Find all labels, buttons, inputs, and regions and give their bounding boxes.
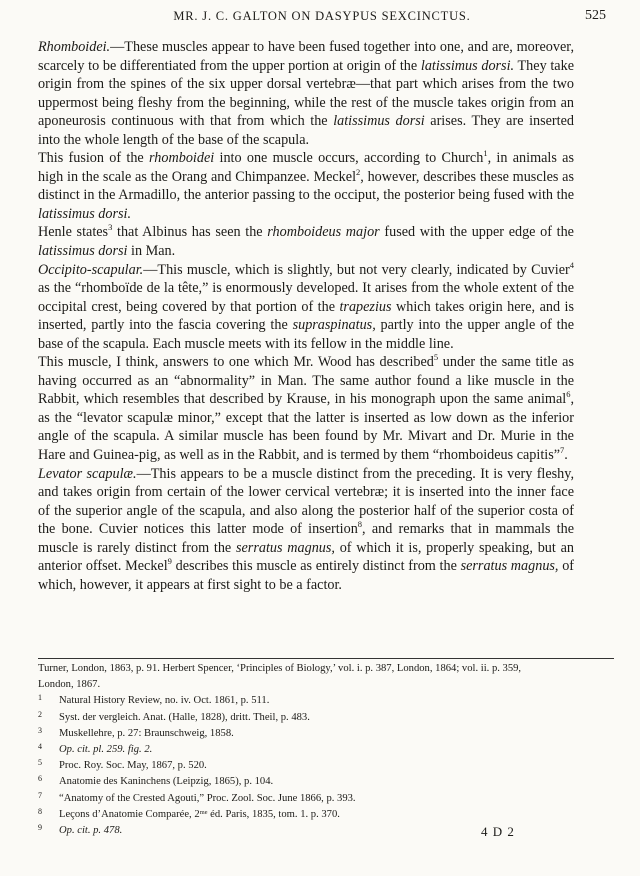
page-number: 525 — [585, 8, 606, 23]
text-run: under the same title as having occurred as an “abnormality” in Man. The same author found a like muscle in the Rabbit, which resembles that described by Krause, in his monograph upon the same animal — [38, 354, 574, 408]
footnote-item: 9 Op. cit. p. 478. — [38, 823, 123, 837]
italic-term: latissimus dorsi. — [420, 57, 515, 74]
text-run: , and remarks that in mammals the muscle is rarely distinct from the — [38, 521, 575, 556]
italic-term: latissimus dorsi — [333, 113, 425, 130]
footnote-rule — [38, 658, 614, 659]
text-run: This fusion of the — [38, 150, 150, 167]
text-run: , as the “levator scapulæ minor,” except that the latter is inserted as low down as the inferior angle of the scapula. A similar muscle has been found by Mr. Mivart and Dr. Murie in the Hare and Guinea-pig, as well as in the Rabbit, and is termed by them “rhomboideus capitis” — [38, 391, 574, 464]
footnote-text: Leçons d’Anatomie Comparée, 2ᵐᵉ éd. Paris, 1835, tom. 1. p. 370. — [59, 808, 340, 820]
text-run: that Albinus has seen the — [112, 224, 268, 241]
italic-term: serratus magnus, — [460, 558, 559, 575]
text-run: of which it is, properly speaking, but an anterior offset. Meckel — [38, 539, 574, 575]
footnote-text: Muskellehre, p. 27: Braunschweig, 1858. — [59, 727, 234, 739]
text-run: This muscle, I think, answers to one which Mr. Wood has described — [38, 354, 434, 371]
footnote-text: Anatomie des Kaninchens (Leipzig, 1865), p. 104. — [59, 776, 274, 788]
footnote-text: “Anatomy of the Crested Agouti,” Proc. Zool. Soc. June 1866, p. 393. — [59, 792, 356, 804]
text-run: fused with the upper edge of the — [379, 224, 574, 241]
footnote-item: 3 Muskellehre, p. 27: Braunschweig, 1858. — [38, 725, 234, 739]
footnote-item: 2 Syst. der vergleich. Anat. (Halle, 1828), dritt. Theil, p. 483. — [38, 709, 310, 723]
italic-term: rhomboidei — [149, 150, 215, 167]
text-run: —This appears to be a muscle distinct from the preceding. It is very fleshy, and takes origin from certain of the lower cervical vertebræ; it is inserted into the inner face of the superior angle of the scapula, and also along the posterior half of the superior costa of the bone. Cuvier notices this latter mode of insertion — [38, 465, 574, 538]
paragraph — [38, 38, 574, 149]
footnote-ref: 7 — [560, 445, 565, 456]
text-run: Henle states — [38, 224, 109, 241]
text-run: arises. They are inserted into the whole length of the base of the scapula. — [38, 113, 574, 148]
footnote-item: 1 Natural History Review, no. iv. Oct. 1861, p. 511. — [38, 693, 270, 707]
text-run: in Man. — [127, 243, 176, 260]
footnote-text: Op. cit. pl. 259. fig. 2. — [59, 744, 153, 756]
footnote-text: Op. cit. p. 478. — [59, 825, 123, 837]
footnote-ref: 1 — [483, 148, 488, 159]
text-run: of which, however, it appears at first sight to be a factor. — [38, 558, 575, 593]
paragraph — [38, 465, 574, 595]
footnote-ref: 2 — [356, 166, 361, 177]
footnote-text: Natural History Review, no. iv. Oct. 1861, p. 511. — [59, 695, 270, 707]
footnote-ref: 8 — [357, 519, 363, 530]
signature-mark: 4 D 2 — [481, 824, 515, 839]
text-run: as the “rhomboïde de la tête,” is enormously developed. It arises from the whole extent of the occipital crest, being covered by that portion of the — [38, 280, 574, 315]
paragraph — [38, 223, 574, 260]
footnote-ref: 6 — [566, 389, 571, 400]
footnote-list — [38, 693, 574, 839]
footnote-item: 7 “Anatomy of the Crested Agouti,” Proc. Zool. Soc. June 1866, p. 393. — [38, 790, 356, 804]
footnote-item: 8 Leçons d’Anatomie Comparée, 2ᵐᵉ éd. Paris, 1835, tom. 1. p. 370. — [38, 806, 340, 820]
footnote-ref: 5 — [433, 352, 439, 363]
text-run: . — [564, 447, 568, 464]
text-run: which takes origin here, and is inserted, partly into the fascia covering the — [38, 298, 574, 334]
footnote-item: 4 Op. cit. pl. 259. fig. 2. — [38, 742, 153, 756]
italic-term: supraspinatus, — [292, 317, 376, 334]
footnote-text: Syst. der vergleich. Anat. (Halle, 1828), dritt. Theil, p. 483. — [59, 711, 310, 723]
footnote-continued-line-1: Turner, London, 1863, p. 91. Herbert Spencer, ‘Principles of Biology,’ vol. i. p. 387, London, 1864; vol. ii. p. 359, — [38, 663, 522, 674]
text-run: partly into the upper angle of the base of the scapula. Each muscle meets with its fellow in the middle line. — [38, 317, 574, 352]
italic-term: serratus magnus, — [235, 539, 335, 556]
italic-term: rhomboideus major — [267, 224, 380, 241]
italic-term: latissimus dorsi — [38, 243, 128, 260]
running-header — [38, 9, 606, 29]
text-run: —This muscle, which is slightly, but not very clearly, indicated by Cuvier — [143, 261, 570, 278]
footnote-ref: 9 — [167, 556, 172, 567]
running-title: MR. J. C. GALTON ON DASYPUS SEXCINCTUS. — [173, 9, 471, 23]
footnote-item: 5 Proc. Roy. Soc. May, 1867, p. 520. — [38, 758, 207, 772]
footnote-continued-line-2: London, 1867. — [38, 679, 101, 691]
paragraph — [38, 261, 574, 354]
text-run: —These muscles appear to have been fused together into one, and are, moreover, scarcely to be differentiated from the upper portion at origin of the — [38, 39, 574, 74]
text-run: describes this muscle as entirely distinct from the — [171, 558, 461, 575]
italic-term: trapezius — [339, 298, 392, 315]
italic-term: latissimus dorsi. — [38, 205, 132, 222]
italic-term: Levator scapulæ. — [38, 465, 137, 482]
paragraph — [38, 353, 574, 464]
text-run: into one muscle occurs, according to Church — [214, 150, 484, 167]
paragraph — [38, 149, 574, 223]
footnote-ref: 3 — [108, 222, 113, 233]
article-body — [38, 38, 574, 594]
footnote-ref: 4 — [569, 259, 574, 270]
text-run: , however, describes these muscles as distinct in the Armadillo, the anterior passing to the occiput, the posterior being fused with the — [38, 168, 574, 204]
italic-term: Rhomboidei. — [38, 39, 111, 55]
footnotes — [38, 661, 574, 839]
text-run: , in animals as high in the scale as the Orang and Chimpanzee. Meckel — [38, 150, 574, 185]
italic-term: Occipito-scapular. — [38, 261, 144, 278]
text-run: They take origin from the spines of the six upper dorsal vertebræ—that part which arises from the two uppermost being fleshy from the beginning, while the rest of the muscle takes origin from an aponeurosis continuous with that from which the — [38, 57, 574, 130]
footnote-text: Proc. Roy. Soc. May, 1867, p. 520. — [59, 760, 207, 772]
footnote-item: 6 Anatomie des Kaninchens (Leipzig, 1865), p. 104. — [38, 774, 274, 788]
